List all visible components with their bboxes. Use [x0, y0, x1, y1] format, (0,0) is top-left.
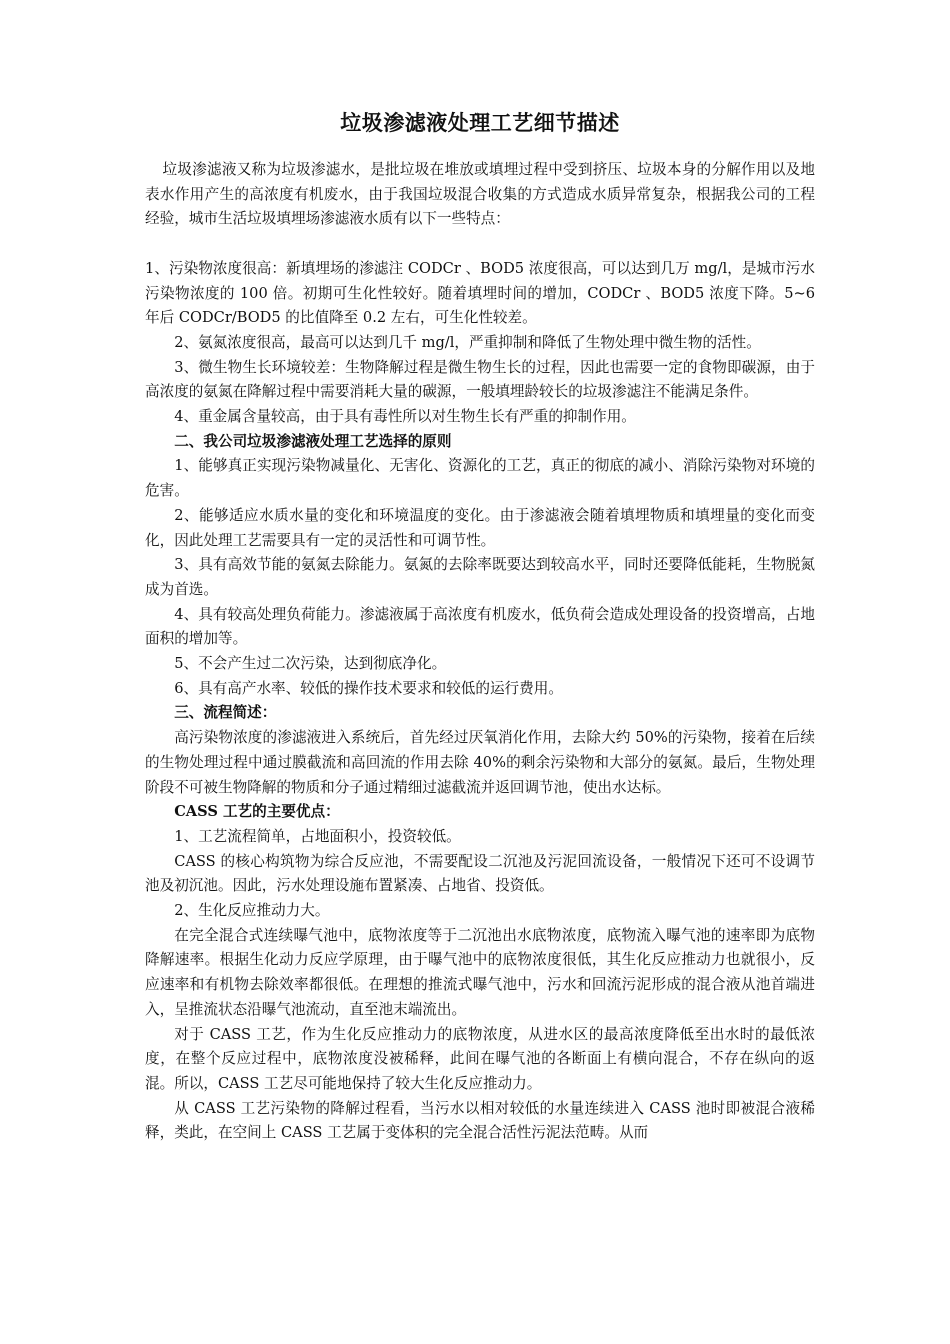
principle-item-4: 4、具有较高处理负荷能力。渗滤液属于高浓度有机废水，低负荷会造成处理设备的投资增高，占地面积的增加等。 [145, 605, 815, 648]
document-page [145, 108, 815, 1146]
principle-item-1: 1、能够真正实现污染物减量化、无害化、资源化的工艺，真正的彻底的减小、消除污染物对环境的危害。 [145, 457, 815, 500]
cass-paragraph: 对于 CASS 工艺，作为生化反应推动力的底物浓度，从进水区的最高浓度降低至出水时的最低浓度，在整个反应过程中，底物浓度没被稀释，此间在曝气池的各断面上有横向混合，不存在纵向的返混。所以，CASS 工艺尽可能地保持了较大生化反应推动力。 [145, 1025, 815, 1092]
feature-item-2: 2、氨氮浓度很高，最高可以达到几千 mg/l，严重抑制和降低了生物处理中微生物的活性。 [174, 333, 761, 351]
feature-item-1: 1、污染物浓度很高：新填埋场的渗滤注 CODCr 、BOD5 浓度很高，可以达到几万 mg/l，是城市污水污染物浓度的 100 倍。初期可生化性较好。随着填埋时间的增加，CODCr 、BOD5 浓度下降。5~6 年后 CODCr/BOD5 的比值降至 0.2 左右，可生化性较差。 [145, 259, 815, 327]
feature-item-4: 4、重金属含量较高，由于具有毒性所以对生物生长有严重的抑制作用。 [174, 408, 636, 426]
principle-item-5: 5、不会产生过二次污染，达到彻底净化。 [174, 655, 447, 673]
principle-item-3: 3、具有高效节能的氨氮去除能力。氨氮的去除率既要达到较高水平，同时还要降低能耗，生物脱氮成为首选。 [145, 556, 815, 598]
cass-paragraph: 在完全混合式连续曝气池中，底物浓度等于二沉池出水底物浓度，底物流入曝气池的速率即为底物降解速率。根据生化动力反应学原理，由于曝气池中的底物浓度很低，其生化反应推动力也就很小，反应速率和有机物去除效率都很低。在理想的推流式曝气池中，污水和回流污泥形成的混合液从池首端进入，呈推流状态沿曝气池流动，直至池末端流出。 [145, 926, 815, 1018]
document-title: 垃圾渗滤液处理工艺细节描述 [340, 110, 620, 135]
feature-item-3: 3、微生物生长环境较差：生物降解过程是微生物生长的过程，因此也需要一定的食物即碳源，由于高浓度的氨氮在降解过程中需要消耗大量的碳源，一般填埋龄较长的垃圾渗滤注不能满足条件。 [145, 358, 815, 401]
principle-item-2: 2、能够适应水质水量的变化和环境温度的变化。由于渗滤液会随着填埋物质和填埋量的变化而变化，因此处理工艺需要具有一定的灵活性和可调节性。 [145, 506, 815, 549]
section-heading-principles: 二、我公司垃圾渗滤液处理工艺选择的原则 [174, 432, 452, 450]
intro-paragraph: 垃圾渗滤液又称为垃圾渗滤水，是批垃圾在堆放或填埋过程中受到挤压、垃圾本身的分解作用以及地表水作用产生的高浓度有机废水，由于我国垃圾混合收集的方式造成水质异常复杂，根据我公司的工程经验，城市生活垃圾填埋场渗滤液水质有以下一些特点： [145, 161, 815, 228]
cass-paragraph: 2、生化反应推动力大。 [174, 902, 330, 920]
blank-line [145, 232, 815, 257]
cass-paragraph: 从 CASS 工艺污染物的降解过程看，当污水以相对较低的水量连续进入 CASS 池时即被混合液稀释，类此，在空间上 CASS 工艺属于变体积的完全混合活性污泥法范畴。从而 [145, 1099, 815, 1142]
principle-item-6: 6、具有高产水率、较低的操作技术要求和较低的运行费用。 [174, 679, 563, 697]
cass-paragraph: CASS 的核心构筑物为综合反应池，不需要配设二沉池及污泥回流设备，一般情况下还可不设调节池及初沉池。因此，污水处理设施布置紧凑、占地省、投资低。 [145, 852, 815, 895]
cass-heading: CASS 工艺的主要优点： [174, 803, 340, 821]
process-paragraph: 高污染物浓度的渗滤液进入系统后，首先经过厌氧消化作用，去除大约 50%的污染物，接着在后续的生物处理过程中通过膜截流和高回流的作用去除 40%的剩余污染物和大部分的氨氮。最后，生物处理阶段不可被生物降解的物质和分子通过精细过滤截流并返回调节池，使出水达标。 [145, 729, 815, 796]
section-heading-process: 三、流程简述： [174, 704, 277, 722]
cass-paragraph: 1、工艺流程简单，占地面积小，投资较低。 [174, 827, 461, 845]
